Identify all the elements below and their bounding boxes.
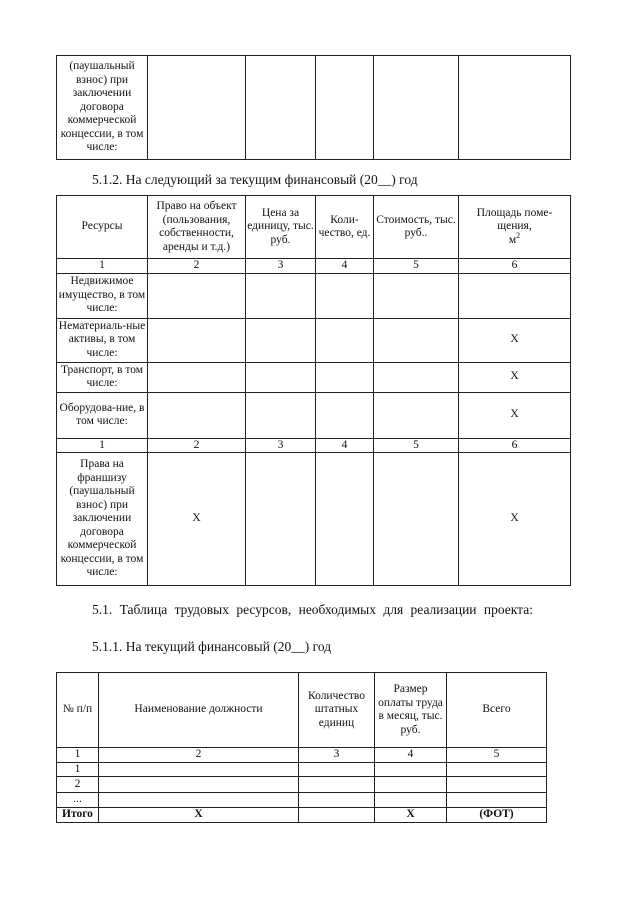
header-cost: Стоимость, тыс. руб..: [374, 196, 459, 259]
resources-header-row: [57, 196, 571, 259]
table-row: Недвижимое имущество, в том числе:: [57, 273, 571, 318]
header-qty: Коли-чество, ед.: [316, 196, 374, 259]
table-row: Нематериаль-ные активы, в том числе: X: [57, 318, 571, 362]
column-number-row: 1 2 3 4 5 6: [57, 438, 571, 453]
header-price: Цена за единицу, тыс. руб.: [246, 196, 316, 259]
total-label: Итого: [57, 807, 99, 822]
header-salary: Размер оплаты труда в месяц, тыс. руб.: [375, 673, 447, 748]
labor-table: [56, 672, 547, 823]
header-area: Площадь поме-щения, $м^2$: [459, 196, 571, 259]
header-staff: Количество штатных единиц: [299, 673, 375, 748]
labor-header-row: [57, 673, 547, 748]
header-resources: Ресурсы: [57, 196, 148, 259]
header-right: Право на объект (пользования, собственности, аренды и т.д.): [148, 196, 246, 259]
continuation-label: (паушальный взнос) при заключении договора коммерческой концессии, в том числе:: [57, 56, 148, 160]
header-total: Всего: [447, 673, 547, 748]
resources-table: [56, 195, 571, 586]
header-position: Наименование должности: [99, 673, 299, 748]
paragraph-5-1: 5.1. Таблица трудовых ресурсов, необходимых для реализации проекта:: [92, 602, 533, 617]
top-continuation-table: [56, 55, 571, 160]
table-row: 1: [57, 762, 547, 777]
table-row: ...: [57, 793, 547, 808]
header-num: № п/п: [57, 673, 99, 748]
table-row: Транспорт, в том числе: X: [57, 362, 571, 392]
column-number-row: 1 2 3 4 5: [57, 748, 547, 763]
table-row: Оборудова-ние, в том числе: X: [57, 392, 571, 438]
total-row: Итого Х Х (ФОТ): [57, 807, 547, 822]
heading-5-1-2: 5.1.2. На следующий за текущим финансовый (20__) год: [92, 172, 418, 187]
franchise-row: Права на франшизу (паушальный взнос) при заключении договора коммерческой концессии, в том числе: X X: [57, 453, 571, 586]
column-number-row: 1 2 3 4 5 6: [57, 259, 571, 274]
table-row: 2: [57, 777, 547, 793]
heading-5-1-1: 5.1.1. На текущий финансовый (20__) год: [92, 639, 332, 654]
